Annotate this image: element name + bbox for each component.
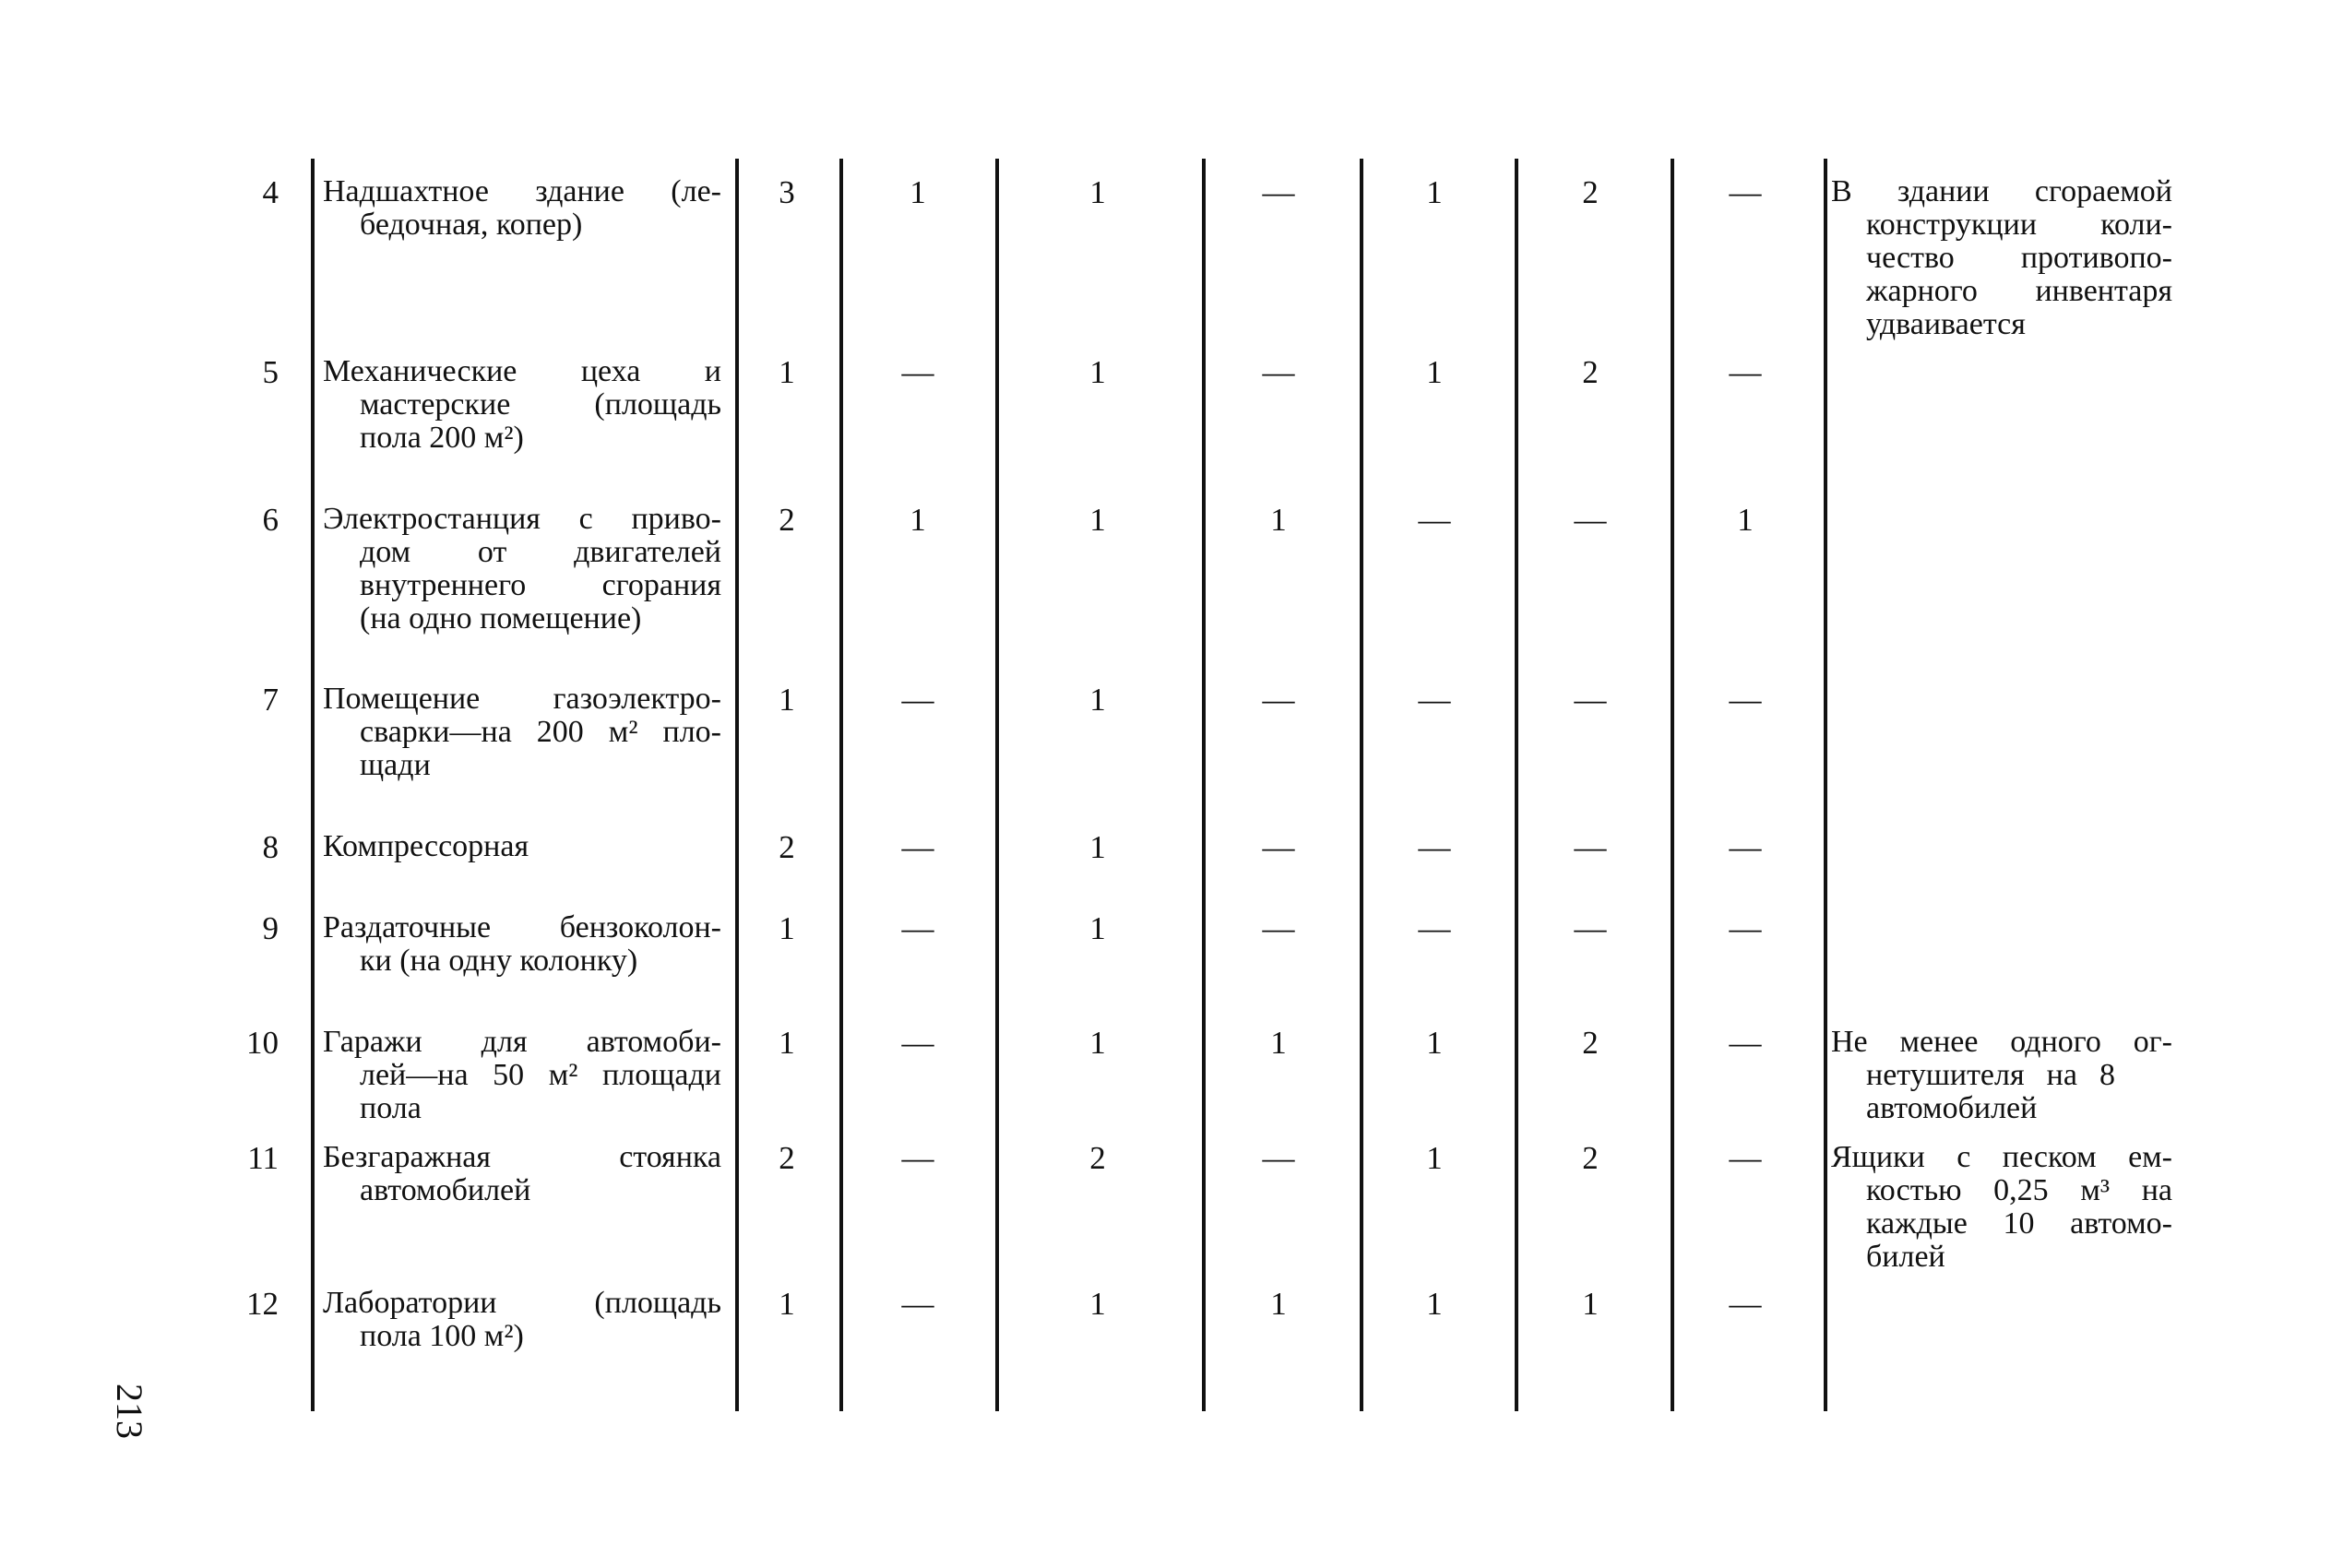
note-line: автомобилей — [1866, 1091, 2038, 1125]
name-line: автомобилей — [360, 1173, 531, 1207]
cell-value: 2 — [1089, 1140, 1106, 1176]
note-line: нетушителя на 8 — [1866, 1058, 2115, 1092]
cell-value: — — [1574, 682, 1607, 718]
name-line: Раздаточные бензоколон- — [323, 910, 721, 944]
row-name — [323, 683, 721, 782]
row-name — [323, 830, 721, 863]
name-line: лей—на 50 м² площади — [360, 1058, 721, 1092]
row-name — [323, 1141, 721, 1207]
row-name — [323, 355, 721, 455]
cell-value: 2 — [779, 502, 795, 538]
cell-value: 1 — [1426, 1140, 1443, 1176]
cell-value: — — [1729, 1025, 1762, 1061]
cell-value: 1 — [1270, 1286, 1287, 1322]
cell-value: — — [1574, 502, 1607, 538]
cell-value: — — [1418, 829, 1451, 865]
note-line: костью 0,25 м³ на — [1866, 1173, 2172, 1207]
row-name — [323, 503, 721, 636]
name-line: Компрессорная — [323, 829, 529, 863]
row-number: 4 — [262, 174, 279, 210]
name-line: щади — [360, 748, 431, 782]
name-line: сварки—на 200 м² пло- — [360, 715, 721, 749]
note-line: конструкции коли- — [1866, 208, 2172, 242]
cell-value: — — [901, 829, 934, 865]
cell-value: 1 — [1426, 1025, 1443, 1061]
note-line: удваивается — [1866, 307, 2026, 341]
cell-value: 1 — [1089, 829, 1106, 865]
name-line: Помещение газоэлектро- — [323, 682, 721, 716]
cell-value: 2 — [1582, 1140, 1599, 1176]
name-line: Электростанция с приво- — [323, 502, 721, 536]
name-line: Лаборатории (площадь — [323, 1286, 721, 1320]
cell-value: — — [1729, 174, 1762, 210]
cell-value: 2 — [1582, 174, 1599, 210]
cell-value: 2 — [779, 829, 795, 865]
name-line: пола — [360, 1091, 422, 1125]
name-line: Механические цеха и — [323, 354, 721, 388]
cell-value: 1 — [1089, 502, 1106, 538]
row-number: 12 — [246, 1286, 279, 1322]
cell-value: — — [1574, 829, 1607, 865]
cell-value: — — [1262, 354, 1295, 390]
column-rule — [1515, 159, 1518, 1411]
row-note — [1831, 1026, 2172, 1125]
cell-value: 1 — [779, 1286, 795, 1322]
cell-value: — — [901, 1140, 934, 1176]
cell-value: 1 — [779, 1025, 795, 1061]
cell-value: 1 — [1426, 354, 1443, 390]
cell-value: 2 — [1582, 1025, 1599, 1061]
name-line: Безгаражная стоянка — [323, 1140, 721, 1174]
cell-value: 1 — [1089, 354, 1106, 390]
column-rule — [1202, 159, 1206, 1411]
row-name — [323, 1287, 721, 1353]
cell-value: — — [1729, 682, 1762, 718]
cell-value: 1 — [1089, 1286, 1106, 1322]
cell-value: — — [901, 354, 934, 390]
row-number: 6 — [262, 502, 279, 538]
column-rule — [995, 159, 999, 1411]
cell-value: — — [1418, 910, 1451, 946]
cell-value: — — [1418, 502, 1451, 538]
note-line: билей — [1866, 1240, 1945, 1274]
name-line: пола 100 м²) — [360, 1319, 524, 1353]
cell-value: 3 — [779, 174, 795, 210]
name-line: внутреннего сгорания — [360, 568, 721, 602]
cell-value: 1 — [779, 910, 795, 946]
row-number: 10 — [246, 1025, 279, 1061]
row-number: 9 — [262, 910, 279, 946]
row-note — [1831, 175, 2172, 341]
name-line: Надшахтное здание (ле- — [323, 174, 721, 208]
name-line: мастерские (площадь — [360, 387, 721, 422]
row-name — [323, 175, 721, 242]
cell-value: — — [1262, 910, 1295, 946]
cell-value: — — [1262, 174, 1295, 210]
note-line: В здании сгораемой — [1831, 174, 2172, 208]
cell-value: 1 — [1737, 502, 1754, 538]
note-line: Не менее одного ог- — [1831, 1025, 2172, 1059]
cell-value: 1 — [1426, 1286, 1443, 1322]
cell-value: 1 — [1089, 174, 1106, 210]
cell-value: — — [901, 1025, 934, 1061]
cell-value: — — [1729, 354, 1762, 390]
column-rule — [735, 159, 739, 1411]
cell-value: 1 — [1089, 1025, 1106, 1061]
note-line: жарного инвентаря — [1866, 274, 2172, 308]
row-number: 8 — [262, 829, 279, 865]
cell-value: 1 — [1089, 682, 1106, 718]
cell-value: 1 — [1426, 174, 1443, 210]
note-line: каждые 10 автомо- — [1866, 1206, 2172, 1241]
name-line: дом от двигателей — [360, 535, 721, 569]
cell-value: — — [901, 682, 934, 718]
column-rule — [1824, 159, 1827, 1411]
note-line: Ящики с песком ем- — [1831, 1140, 2172, 1174]
name-line: Гаражи для автомоби- — [323, 1025, 721, 1059]
cell-value: — — [1262, 1140, 1295, 1176]
row-number: 11 — [247, 1140, 279, 1176]
row-name — [323, 911, 721, 978]
cell-value: — — [1729, 829, 1762, 865]
cell-value: 1 — [1089, 910, 1106, 946]
cell-value: — — [1729, 910, 1762, 946]
column-rule — [839, 159, 843, 1411]
cell-value: 1 — [779, 682, 795, 718]
cell-value: 1 — [910, 174, 926, 210]
column-rule — [1360, 159, 1363, 1411]
cell-value: — — [1262, 829, 1295, 865]
cell-value: 2 — [779, 1140, 795, 1176]
note-line: чество противопо- — [1866, 241, 2172, 275]
cell-value: 1 — [1270, 502, 1287, 538]
cell-value: 2 — [1582, 354, 1599, 390]
cell-value: 1 — [1582, 1286, 1599, 1322]
cell-value: — — [901, 1286, 934, 1322]
name-line: ки (на одну колонку) — [360, 944, 638, 978]
cell-value: 1 — [1270, 1025, 1287, 1061]
page-number: 213 — [109, 1384, 150, 1439]
cell-value: — — [1729, 1140, 1762, 1176]
row-number: 5 — [262, 354, 279, 390]
cell-value: — — [1418, 682, 1451, 718]
row-note — [1831, 1141, 2172, 1274]
cell-value: — — [1729, 1286, 1762, 1322]
column-rule — [1671, 159, 1674, 1411]
column-rule — [311, 159, 315, 1411]
name-line: (на одно помещение) — [360, 601, 642, 636]
cell-value: — — [1262, 682, 1295, 718]
cell-value: — — [901, 910, 934, 946]
name-line: бедочная, копер) — [360, 208, 583, 242]
cell-value: — — [1574, 910, 1607, 946]
row-number: 7 — [262, 682, 279, 718]
cell-value: 1 — [910, 502, 926, 538]
row-name — [323, 1026, 721, 1125]
cell-value: 1 — [779, 354, 795, 390]
name-line: пола 200 м²) — [360, 421, 524, 455]
